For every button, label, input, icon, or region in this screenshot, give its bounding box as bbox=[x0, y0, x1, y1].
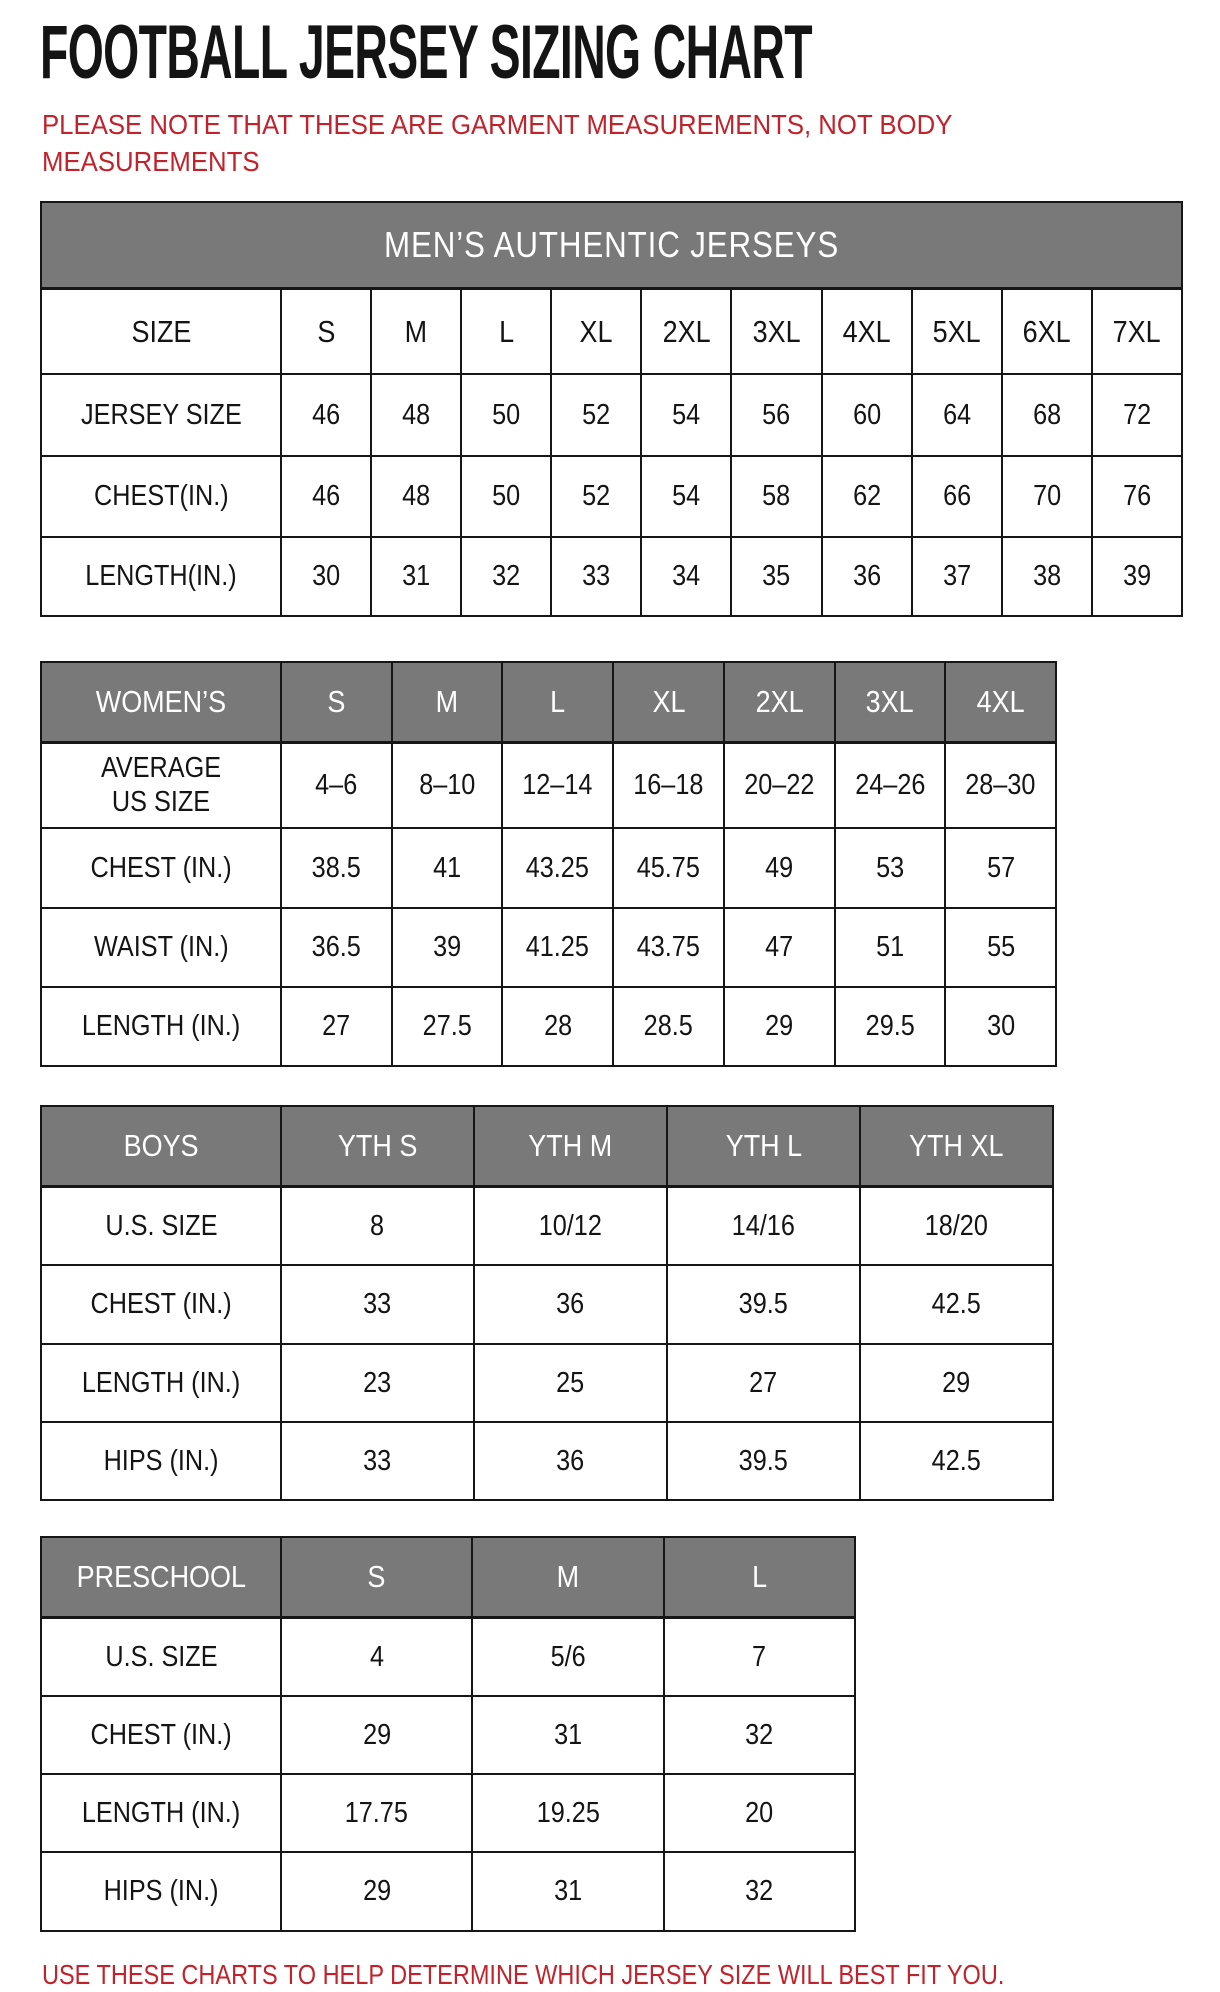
mens-data-cell bbox=[730, 536, 820, 615]
cell-text: 39.5 bbox=[738, 1444, 789, 1477]
mens-data-cell bbox=[821, 373, 911, 455]
cell-text: MEN’S AUTHENTIC JERSEYS bbox=[383, 224, 840, 265]
womens-sizing-table bbox=[40, 661, 1057, 1067]
womens-row-label bbox=[42, 741, 280, 827]
boys-data-cell bbox=[280, 1343, 473, 1421]
cell-text: 29 bbox=[942, 1366, 971, 1399]
cell-text: 23 bbox=[363, 1366, 392, 1399]
preschool-row-label bbox=[42, 1851, 280, 1930]
mens-data-cell bbox=[550, 455, 640, 536]
preschool-data-cell bbox=[280, 1695, 471, 1773]
mens-data-cell bbox=[280, 373, 370, 455]
boys-data-cell bbox=[666, 1185, 859, 1264]
cell-text: 62 bbox=[852, 480, 881, 512]
womens-data-cell bbox=[501, 907, 612, 986]
cell-text: 39 bbox=[1122, 560, 1151, 592]
cell-text: 36 bbox=[556, 1288, 585, 1320]
preschool-data-cell bbox=[663, 1695, 854, 1773]
cell-text: S bbox=[367, 1559, 386, 1594]
preschool-data-cell bbox=[471, 1695, 662, 1773]
cell-text: 14/16 bbox=[731, 1209, 796, 1242]
cell-text: 60 bbox=[852, 398, 881, 431]
preschool-data-cell bbox=[471, 1616, 662, 1695]
cell-text: BOYS bbox=[123, 1128, 199, 1163]
cell-text: 5XL bbox=[932, 313, 981, 349]
cell-text: 52 bbox=[582, 480, 611, 512]
cell-text: M bbox=[404, 313, 428, 349]
page-title-text: FOOTBALL JERSEY SIZING CHART bbox=[40, 10, 812, 95]
preschool-header-cell-m bbox=[471, 1538, 662, 1616]
cell-text: 48 bbox=[402, 398, 431, 431]
cell-text: CHEST (IN.) bbox=[90, 1288, 232, 1320]
boys-row-label bbox=[42, 1421, 280, 1499]
cell-text: 4XL bbox=[842, 313, 891, 349]
womens-data-cell bbox=[280, 741, 391, 827]
cell-text: 50 bbox=[492, 398, 521, 431]
cell-text: 29.5 bbox=[865, 1010, 915, 1042]
mens-data-cell bbox=[911, 373, 1001, 455]
cell-text: 31 bbox=[553, 1875, 583, 1907]
womens-header-cell-3xl bbox=[834, 663, 945, 741]
page-title bbox=[40, 10, 1190, 95]
womens-data-cell bbox=[834, 827, 945, 907]
mens-data-cell bbox=[460, 455, 550, 536]
mens-data-cell bbox=[1001, 536, 1091, 615]
boys-header-cell-yth-m bbox=[473, 1107, 666, 1185]
boys-row-label bbox=[42, 1343, 280, 1421]
womens-data-cell bbox=[944, 827, 1055, 907]
womens-data-cell bbox=[391, 741, 502, 827]
mens-row-label bbox=[42, 455, 280, 536]
cell-text: 30 bbox=[986, 1010, 1015, 1042]
cell-text: U.S. SIZE bbox=[104, 1209, 218, 1242]
cell-text: 33 bbox=[363, 1444, 392, 1477]
cell-text: 33 bbox=[582, 560, 611, 592]
cell-text: 38.5 bbox=[311, 851, 361, 884]
boys-data-cell bbox=[473, 1421, 666, 1499]
womens-header-cell-s bbox=[280, 663, 391, 741]
cell-text: 32 bbox=[492, 560, 521, 592]
mens-data-cell bbox=[370, 536, 460, 615]
cell-text: 28–30 bbox=[965, 769, 1036, 801]
womens-data-cell bbox=[723, 741, 834, 827]
cell-text: 19.25 bbox=[536, 1796, 600, 1829]
womens-header-cell-xl bbox=[612, 663, 723, 741]
cell-text: HIPS (IN.) bbox=[103, 1444, 219, 1477]
boys-data-cell bbox=[859, 1343, 1052, 1421]
womens-data-cell bbox=[280, 907, 391, 986]
mens-header-cell-s bbox=[280, 287, 370, 373]
preschool-header-cell-l bbox=[663, 1538, 854, 1616]
mens-data-cell bbox=[370, 455, 460, 536]
cell-text: LENGTH (IN.) bbox=[81, 1796, 241, 1829]
cell-text: CHEST (IN.) bbox=[90, 1718, 232, 1751]
cell-text: 29 bbox=[362, 1875, 391, 1907]
cell-text: L bbox=[498, 313, 514, 349]
cell-text: 39 bbox=[433, 931, 462, 963]
womens-data-cell bbox=[612, 907, 723, 986]
boys-header-cell-boys bbox=[42, 1107, 280, 1185]
cell-text: 46 bbox=[312, 480, 341, 512]
cell-text: 6XL bbox=[1022, 313, 1071, 349]
mens-header-cell-4xl bbox=[821, 287, 911, 373]
cell-text: S bbox=[317, 313, 336, 349]
cell-text: 54 bbox=[672, 398, 701, 431]
cell-text: 17.75 bbox=[345, 1796, 409, 1829]
womens-data-cell bbox=[723, 986, 834, 1065]
boys-data-cell bbox=[473, 1185, 666, 1264]
mens-data-cell bbox=[730, 455, 820, 536]
cell-text: LENGTH(IN.) bbox=[85, 560, 237, 592]
preschool-data-cell bbox=[280, 1773, 471, 1851]
preschool-data-cell bbox=[663, 1616, 854, 1695]
womens-row-label bbox=[42, 907, 280, 986]
womens-header-cell-m bbox=[391, 663, 502, 741]
cell-text: 5/6 bbox=[550, 1640, 586, 1673]
cell-text: 31 bbox=[553, 1718, 583, 1751]
womens-data-cell bbox=[280, 827, 391, 907]
preschool-data-cell bbox=[280, 1616, 471, 1695]
womens-data-cell bbox=[723, 827, 834, 907]
boys-sizing-table bbox=[40, 1105, 1054, 1501]
mens-header-cell-xl bbox=[550, 287, 640, 373]
cell-text: 58 bbox=[762, 480, 791, 512]
cell-text: 76 bbox=[1122, 480, 1151, 512]
cell-text: SIZE bbox=[131, 313, 191, 349]
cell-text: 29 bbox=[765, 1010, 794, 1042]
womens-data-cell bbox=[280, 986, 391, 1065]
mens-header-cell-m bbox=[370, 287, 460, 373]
mens-data-cell bbox=[1001, 373, 1091, 455]
cell-text: U.S. SIZE bbox=[104, 1640, 218, 1673]
cell-text: 20 bbox=[745, 1796, 774, 1829]
cell-text: 18/20 bbox=[924, 1209, 989, 1242]
mens-row-label bbox=[42, 536, 280, 615]
cell-text: 32 bbox=[745, 1718, 774, 1751]
cell-text: WOMEN’S bbox=[95, 684, 227, 719]
mens-banner-title bbox=[42, 203, 1181, 287]
mens-header-cell-size bbox=[42, 287, 280, 373]
cell-text: 33 bbox=[363, 1288, 392, 1320]
preschool-data-cell bbox=[280, 1851, 471, 1930]
garment-measurements-note bbox=[42, 106, 1190, 180]
cell-text: 47 bbox=[765, 931, 794, 963]
boys-row-label bbox=[42, 1264, 280, 1343]
mens-data-cell bbox=[550, 373, 640, 455]
cell-text: 36.5 bbox=[311, 931, 361, 963]
cell-text: 53 bbox=[875, 851, 904, 884]
boys-header-cell-yth-l bbox=[666, 1107, 859, 1185]
boys-data-cell bbox=[280, 1185, 473, 1264]
cell-text: M bbox=[556, 1559, 580, 1594]
mens-data-cell bbox=[1091, 536, 1181, 615]
mens-header-cell-3xl bbox=[730, 287, 820, 373]
cell-text: 49 bbox=[765, 851, 794, 884]
boys-data-cell bbox=[280, 1264, 473, 1343]
mens-data-cell bbox=[640, 455, 730, 536]
cell-text: XL bbox=[651, 684, 685, 719]
mens-header-cell-l bbox=[460, 287, 550, 373]
preschool-sizing-table bbox=[40, 1536, 856, 1932]
cell-text: WAIST (IN.) bbox=[93, 931, 229, 963]
boys-data-cell bbox=[666, 1421, 859, 1499]
boys-data-cell bbox=[666, 1343, 859, 1421]
cell-text: 4–6 bbox=[315, 769, 358, 801]
cell-text: 70 bbox=[1032, 480, 1061, 512]
cell-text: 20–22 bbox=[744, 769, 815, 801]
cell-text: 48 bbox=[402, 480, 431, 512]
mens-data-cell bbox=[640, 536, 730, 615]
cell-text: 52 bbox=[582, 398, 611, 431]
womens-header-cell-4xl bbox=[944, 663, 1055, 741]
cell-text: 12–14 bbox=[522, 769, 593, 801]
mens-data-cell bbox=[821, 536, 911, 615]
preschool-row-label bbox=[42, 1773, 280, 1851]
cell-text: YTH L bbox=[725, 1128, 802, 1163]
mens-data-cell bbox=[821, 455, 911, 536]
cell-text: 68 bbox=[1032, 398, 1061, 431]
mens-data-cell bbox=[460, 536, 550, 615]
cell-text: 37 bbox=[942, 560, 971, 592]
preschool-row-label bbox=[42, 1616, 280, 1695]
preschool-data-cell bbox=[471, 1851, 662, 1930]
cell-text: 4XL bbox=[976, 684, 1025, 719]
boys-data-cell bbox=[280, 1421, 473, 1499]
cell-text: 3XL bbox=[752, 313, 801, 349]
cell-text: 42.5 bbox=[931, 1288, 982, 1320]
cell-text: 4 bbox=[369, 1640, 384, 1673]
womens-data-cell bbox=[501, 827, 612, 907]
womens-data-cell bbox=[501, 986, 612, 1065]
womens-data-cell bbox=[834, 986, 945, 1065]
cell-text: M bbox=[435, 684, 459, 719]
mens-header-cell-5xl bbox=[911, 287, 1001, 373]
cell-text: AVERAGE US SIZE bbox=[100, 751, 222, 818]
boys-data-cell bbox=[859, 1421, 1052, 1499]
mens-data-cell bbox=[911, 536, 1001, 615]
cell-text: CHEST (IN.) bbox=[90, 851, 232, 884]
mens-data-cell bbox=[280, 536, 370, 615]
cell-text: S bbox=[327, 684, 346, 719]
cell-text: L bbox=[751, 1559, 767, 1594]
cell-text: PRESCHOOL bbox=[76, 1559, 246, 1594]
cell-text: 16–18 bbox=[633, 769, 704, 801]
cell-text: 54 bbox=[672, 480, 701, 512]
cell-text: 46 bbox=[312, 398, 341, 431]
womens-data-cell bbox=[944, 986, 1055, 1065]
mens-data-cell bbox=[911, 455, 1001, 536]
mens-data-cell bbox=[280, 455, 370, 536]
note-line-2: MEASUREMENTS bbox=[42, 146, 260, 177]
cell-text: LENGTH (IN.) bbox=[81, 1010, 241, 1042]
womens-data-cell bbox=[612, 986, 723, 1065]
cell-text: 28.5 bbox=[643, 1010, 694, 1042]
mens-authentic-jerseys-table bbox=[40, 201, 1183, 617]
boys-header-cell-yth-xl bbox=[859, 1107, 1052, 1185]
womens-row-label bbox=[42, 986, 280, 1065]
womens-data-cell bbox=[501, 741, 612, 827]
womens-header-cell-l bbox=[501, 663, 612, 741]
womens-data-cell bbox=[944, 907, 1055, 986]
mens-data-cell bbox=[1001, 455, 1091, 536]
cell-text: 28 bbox=[543, 1010, 572, 1042]
cell-text: 7XL bbox=[1112, 313, 1161, 349]
mens-data-cell bbox=[640, 373, 730, 455]
womens-row-label bbox=[42, 827, 280, 907]
womens-data-cell bbox=[834, 741, 945, 827]
cell-text: CHEST(IN.) bbox=[93, 480, 229, 512]
cell-text: 57 bbox=[986, 851, 1015, 884]
cell-text: 36 bbox=[852, 560, 881, 592]
cell-text: 56 bbox=[762, 398, 791, 431]
womens-data-cell bbox=[391, 827, 502, 907]
cell-text: 42.5 bbox=[931, 1444, 982, 1477]
cell-text: 8–10 bbox=[418, 769, 476, 801]
boys-data-cell bbox=[859, 1264, 1052, 1343]
mens-data-cell bbox=[370, 373, 460, 455]
womens-data-cell bbox=[612, 827, 723, 907]
womens-header-cell-2xl bbox=[723, 663, 834, 741]
cell-text: 27 bbox=[749, 1366, 778, 1399]
cell-text: 55 bbox=[986, 931, 1015, 963]
cell-text: YTH XL bbox=[909, 1128, 1004, 1163]
boys-data-cell bbox=[859, 1185, 1052, 1264]
cell-text: 27.5 bbox=[422, 1010, 472, 1042]
cell-text: 34 bbox=[672, 560, 701, 592]
cell-text: 10/12 bbox=[538, 1209, 603, 1242]
cell-text: 72 bbox=[1122, 398, 1151, 431]
preschool-data-cell bbox=[663, 1851, 854, 1930]
cell-text: 7 bbox=[752, 1640, 767, 1673]
boys-data-cell bbox=[473, 1343, 666, 1421]
cell-text: 8 bbox=[370, 1209, 385, 1242]
mens-row-label bbox=[42, 373, 280, 455]
boys-data-cell bbox=[666, 1264, 859, 1343]
womens-data-cell bbox=[723, 907, 834, 986]
cell-text: 36 bbox=[556, 1444, 585, 1477]
boys-header-cell-yth-s bbox=[280, 1107, 473, 1185]
cell-text: 39.5 bbox=[738, 1288, 789, 1320]
cell-text: JERSEY SIZE bbox=[80, 398, 242, 431]
womens-header-cell-women-s bbox=[42, 663, 280, 741]
cell-text: 31 bbox=[402, 560, 431, 592]
womens-data-cell bbox=[944, 741, 1055, 827]
boys-row-label bbox=[42, 1185, 280, 1264]
cell-text: 32 bbox=[745, 1875, 774, 1907]
cell-text: 25 bbox=[556, 1366, 585, 1399]
mens-header-cell-2xl bbox=[640, 287, 730, 373]
cell-text: 35 bbox=[762, 560, 791, 592]
mens-header-cell-6xl bbox=[1001, 287, 1091, 373]
cell-text: LENGTH (IN.) bbox=[81, 1366, 241, 1399]
cell-text: 24–26 bbox=[854, 769, 926, 801]
preschool-data-cell bbox=[471, 1773, 662, 1851]
cell-text: 27 bbox=[322, 1010, 351, 1042]
mens-header-cell-7xl bbox=[1091, 287, 1181, 373]
footer-text: USE THESE CHARTS TO HELP DETERMINE WHICH JERSEY SIZE WILL BEST FIT YOU. bbox=[42, 1959, 1005, 1990]
note-line-1: PLEASE NOTE THAT THESE ARE GARMENT MEASUREMENTS, NOT BODY bbox=[42, 109, 953, 140]
cell-text: XL bbox=[579, 313, 613, 349]
preschool-row-label bbox=[42, 1695, 280, 1773]
cell-text: YTH S bbox=[337, 1128, 418, 1163]
cell-text: 50 bbox=[492, 480, 521, 512]
cell-text: 43.75 bbox=[636, 931, 701, 963]
cell-text: 38 bbox=[1032, 560, 1061, 592]
preschool-data-cell bbox=[663, 1773, 854, 1851]
cell-text: 2XL bbox=[755, 684, 804, 719]
cell-text: YTH M bbox=[528, 1128, 613, 1163]
cell-text: 29 bbox=[362, 1718, 391, 1751]
preschool-header-cell-s bbox=[280, 1538, 471, 1616]
mens-data-cell bbox=[460, 373, 550, 455]
cell-text: 30 bbox=[312, 560, 341, 592]
womens-data-cell bbox=[391, 986, 502, 1065]
womens-data-cell bbox=[834, 907, 945, 986]
womens-data-cell bbox=[612, 741, 723, 827]
cell-text: 41.25 bbox=[526, 931, 590, 963]
cell-text: 3XL bbox=[865, 684, 914, 719]
cell-text: 41 bbox=[433, 851, 462, 884]
cell-text: L bbox=[550, 684, 566, 719]
preschool-header-cell-preschool bbox=[42, 1538, 280, 1616]
womens-data-cell bbox=[391, 907, 502, 986]
cell-text: 64 bbox=[942, 398, 971, 431]
mens-data-cell bbox=[1091, 455, 1181, 536]
mens-data-cell bbox=[730, 373, 820, 455]
mens-data-cell bbox=[1091, 373, 1181, 455]
cell-text: 51 bbox=[875, 931, 904, 963]
cell-text: HIPS (IN.) bbox=[103, 1875, 219, 1907]
boys-data-cell bbox=[473, 1264, 666, 1343]
cell-text: 43.25 bbox=[526, 851, 590, 884]
cell-text: 66 bbox=[942, 480, 971, 512]
cell-text: 45.75 bbox=[636, 851, 701, 884]
cell-text: 2XL bbox=[662, 313, 711, 349]
mens-data-cell bbox=[550, 536, 640, 615]
